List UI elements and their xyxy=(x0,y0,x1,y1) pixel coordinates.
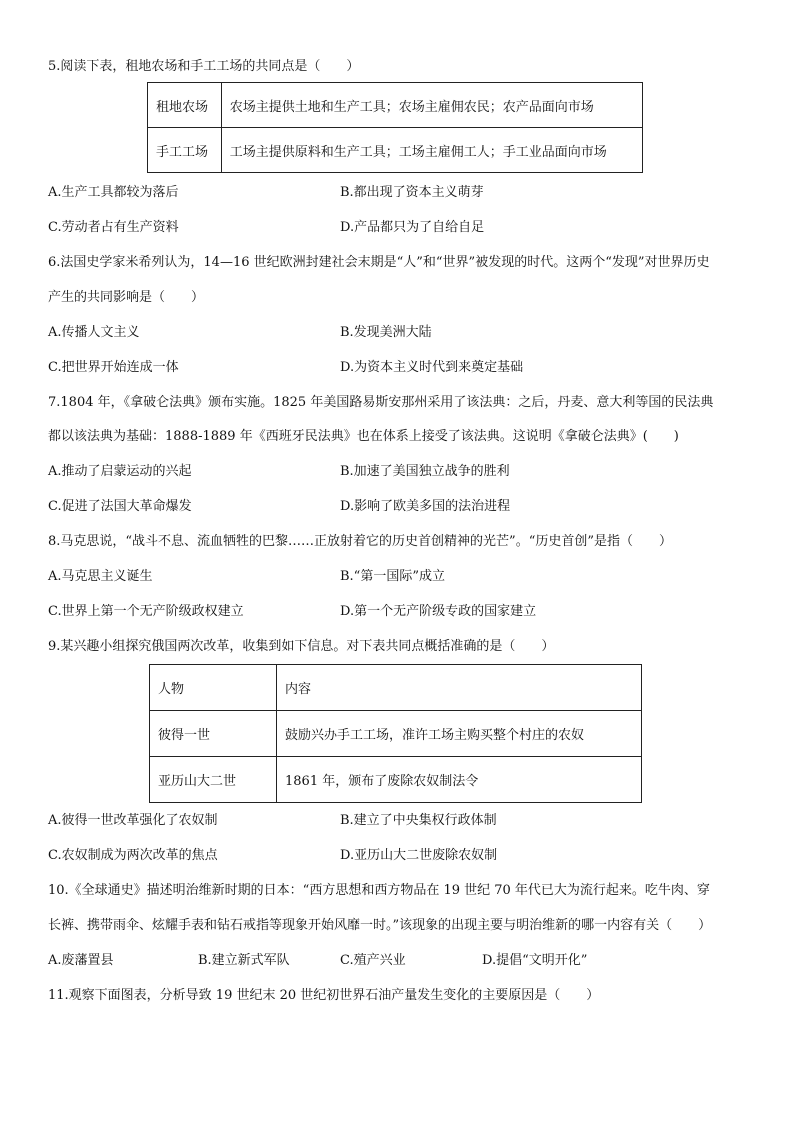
q5-option-b[interactable]: B.都出现了资本主义萌芽 xyxy=(340,185,484,200)
table-row xyxy=(148,83,643,128)
q8-option-a[interactable]: A.马克思主义诞生 xyxy=(48,569,153,584)
q10-option-c[interactable]: C.殖产兴业 xyxy=(340,953,406,968)
q6-option-d[interactable]: D.为资本主义时代到来奠定基础 xyxy=(340,360,524,375)
table-row xyxy=(150,757,642,803)
table-header-cell: 内容 xyxy=(277,665,642,711)
q6-option-b[interactable]: B.发现美洲大陆 xyxy=(340,325,432,340)
q9-stem: 9.某兴趣小组探究俄国两次改革，收集到如下信息。对下表共同点概括准确的是（ ） xyxy=(48,639,555,654)
q7-option-b[interactable]: B.加速了美国独立战争的胜利 xyxy=(340,464,510,479)
table-cell: 工场主提供原料和生产工具；工场主雇佣工人；手工业品面向市场 xyxy=(221,128,642,173)
table-row xyxy=(150,711,642,757)
q9-option-d[interactable]: D.亚历山大二世废除农奴制 xyxy=(340,848,498,863)
q9-table xyxy=(149,664,642,803)
q10-stem-line-2: 长裤、携带雨伞、炫耀手表和钻石戒指等现象开始风靡一时。”该现象的出现主要与明治维新的哪一内容有关（ ） xyxy=(48,918,712,933)
q8-stem: 8.马克思说，“战斗不息、流血牺牲的巴黎……正放射着它的历史首创精神的光芒”。“历史首创”是指（ ） xyxy=(48,534,672,549)
q8-option-d[interactable]: D.第一个无产阶级专政的国家建立 xyxy=(340,604,537,619)
q9-option-c[interactable]: C.农奴制成为两次改革的焦点 xyxy=(48,848,218,863)
table-row xyxy=(148,128,643,173)
table-cell: 1861 年，颁布了废除农奴制法令 xyxy=(277,757,642,803)
q8-option-c[interactable]: C.世界上第一个无产阶级政权建立 xyxy=(48,604,244,619)
table-cell: 彼得一世 xyxy=(150,711,277,757)
table-cell: 手工工场 xyxy=(148,128,222,173)
q6-option-a[interactable]: A.传播人文主义 xyxy=(48,325,140,340)
q7-stem-line-2: 都以该法典为基础：1888-1889 年《西班牙民法典》也在体系上接受了该法典。这说明《拿破仑法典》( ) xyxy=(48,429,679,444)
q7-option-c[interactable]: C.促进了法国大革命爆发 xyxy=(48,499,192,514)
q5-table xyxy=(147,82,643,173)
q10-stem-line-1: 10.《全球通史》描述明治维新时期的日本：“西方思想和西方物品在 19 世纪 70 年代已大为流行起来。吃牛肉、穿 xyxy=(48,883,710,898)
table-cell: 租地农场 xyxy=(148,83,222,128)
q10-option-b[interactable]: B.建立新式军队 xyxy=(198,953,290,968)
table-cell: 鼓励兴办手工工场，准许工场主购买整个村庄的农奴 xyxy=(277,711,642,757)
q5-option-d[interactable]: D.产品都只为了自给自足 xyxy=(340,220,485,235)
q10-option-d[interactable]: D.提倡“文明开化” xyxy=(482,953,588,968)
q9-option-b[interactable]: B.建立了中央集权行政体制 xyxy=(340,813,497,828)
q5-stem: 5.阅读下表，租地农场和手工工场的共同点是（ ） xyxy=(48,59,360,74)
q7-option-a[interactable]: A.推动了启蒙运动的兴起 xyxy=(48,464,192,479)
q11-stem: 11.观察下面图表，分析导致 19 世纪末 20 世纪初世界石油产量发生变化的主要原因是（ ） xyxy=(48,988,600,1003)
q6-stem-line-1: 6.法国史学家米希列认为，14—16 世纪欧洲封建社会末期是“人”和“世界”被发现的时代。这两个“发现”对世界历史 xyxy=(48,255,710,270)
q7-stem-line-1: 7.1804 年，《拿破仑法典》颁布实施。1825 年美国路易斯安那州采用了该法典：之后，丹麦、意大利等国的民法典 xyxy=(48,395,714,410)
table-header-row xyxy=(150,665,642,711)
q10-option-a[interactable]: A.废藩置县 xyxy=(48,953,114,968)
q5-option-c[interactable]: C.劳动者占有生产资料 xyxy=(48,220,179,235)
q8-option-b[interactable]: B.“第一国际”成立 xyxy=(340,569,445,584)
q5-option-a[interactable]: A.生产工具都较为落后 xyxy=(48,185,179,200)
table-cell: 农场主提供土地和生产工具；农场主雇佣农民；农产品面向市场 xyxy=(221,83,642,128)
q6-stem-line-2: 产生的共同影响是（ ） xyxy=(48,290,205,305)
table-header-cell: 人物 xyxy=(150,665,277,711)
table-cell: 亚历山大二世 xyxy=(150,757,277,803)
q7-option-d[interactable]: D.影响了欧美多国的法治进程 xyxy=(340,499,511,514)
q6-option-c[interactable]: C.把世界开始连成一体 xyxy=(48,360,179,375)
q9-option-a[interactable]: A.彼得一世改革强化了农奴制 xyxy=(48,813,218,828)
